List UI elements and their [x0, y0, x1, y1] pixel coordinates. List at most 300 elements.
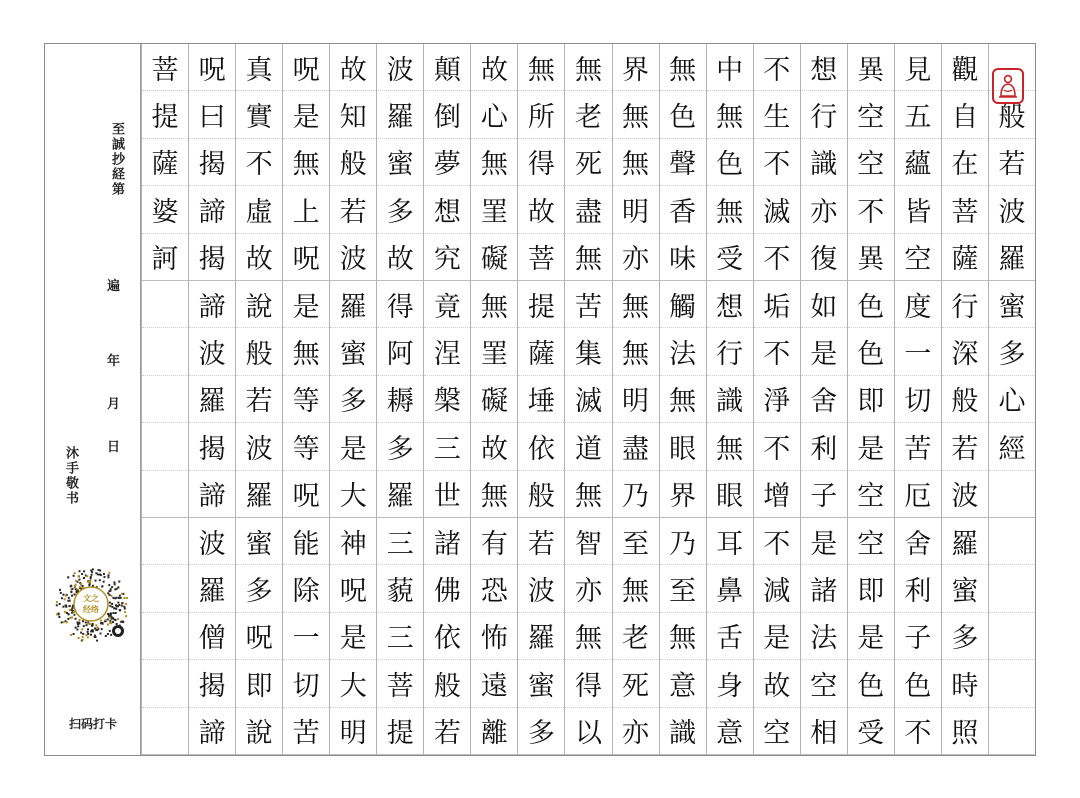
grid-cell: 羅	[189, 565, 235, 612]
grid-cell: 苦	[565, 281, 611, 328]
grid-cell	[142, 281, 188, 328]
grid-cell: 空	[848, 91, 894, 138]
grid-cell: 即	[848, 565, 894, 612]
grid-cell: 無	[660, 613, 706, 660]
grid-cell: 厄	[895, 471, 941, 518]
grid-cell: 無	[613, 139, 659, 186]
grid-cell: 涅	[424, 328, 470, 375]
grid-cell: 般	[989, 91, 1035, 138]
grid-cell: 羅	[518, 613, 564, 660]
grid-cell: 般	[424, 660, 470, 707]
character-grid	[141, 44, 1035, 755]
grid-column	[282, 44, 329, 755]
grid-cell: 以	[565, 708, 611, 755]
grid-column	[800, 44, 847, 755]
grid-cell: 不	[754, 328, 800, 375]
grid-cell: 舍	[801, 376, 847, 423]
grid-cell: 空	[895, 234, 941, 281]
grid-column	[753, 44, 800, 755]
grid-cell: 無	[613, 328, 659, 375]
grid-cell: 多	[942, 613, 988, 660]
grid-cell: 不	[754, 423, 800, 470]
grid-cell: 無	[707, 423, 753, 470]
grid-cell: 遠	[471, 660, 517, 707]
grid-cell: 身	[707, 660, 753, 707]
grid-cell: 若	[989, 139, 1035, 186]
grid-cell: 菩	[518, 234, 564, 281]
grid-cell: 苦	[283, 708, 329, 755]
grid-cell: 罣	[471, 328, 517, 375]
sidebar	[45, 44, 141, 755]
grid-cell: 有	[471, 518, 517, 565]
grid-cell: 不	[754, 518, 800, 565]
grid-cell: 眼	[707, 471, 753, 518]
grid-cell: 若	[942, 423, 988, 470]
grid-cell: 觸	[660, 281, 706, 328]
grid-cell: 乃	[613, 471, 659, 518]
grid-cell: 實	[236, 91, 282, 138]
grid-cell: 蘊	[895, 139, 941, 186]
qr-code-icon[interactable]	[53, 566, 129, 642]
grid-cell: 滅	[754, 186, 800, 233]
grid-cell: 神	[330, 518, 376, 565]
grid-cell: 不	[754, 139, 800, 186]
grid-cell: 婆	[142, 186, 188, 233]
grid-cell: 切	[895, 376, 941, 423]
grid-cell: 界	[660, 471, 706, 518]
grid-column	[517, 44, 564, 755]
grid-cell: 諦	[189, 708, 235, 755]
grid-cell: 阿	[377, 328, 423, 375]
grid-cell: 波	[330, 234, 376, 281]
grid-cell: 色	[660, 91, 706, 138]
grid-cell: 埵	[518, 376, 564, 423]
grid-cell: 異	[848, 234, 894, 281]
grid-cell: 故	[754, 660, 800, 707]
grid-cell	[142, 423, 188, 470]
grid-cell: 集	[565, 328, 611, 375]
grid-cell: 無	[283, 328, 329, 375]
grid-cell: 識	[660, 708, 706, 755]
grid-cell: 呪	[283, 471, 329, 518]
grid-cell: 故	[236, 234, 282, 281]
grid-cell: 羅	[330, 281, 376, 328]
grid-cell: 諸	[801, 565, 847, 612]
grid-cell: 即	[236, 660, 282, 707]
grid-cell: 心	[989, 376, 1035, 423]
grid-cell: 除	[283, 565, 329, 612]
grid-cell: 多	[377, 186, 423, 233]
grid-cell: 不	[848, 186, 894, 233]
grid-cell: 老	[613, 613, 659, 660]
grid-cell: 波	[236, 423, 282, 470]
grid-cell: 等	[283, 376, 329, 423]
grid-cell: 大	[330, 471, 376, 518]
grid-cell: 亦	[613, 234, 659, 281]
grid-cell: 得	[377, 281, 423, 328]
grid-cell: 舍	[895, 518, 941, 565]
grid-cell: 羅	[989, 234, 1035, 281]
grid-cell: 行	[801, 91, 847, 138]
grid-cell: 薩	[942, 234, 988, 281]
grid-cell: 波	[189, 328, 235, 375]
grid-cell: 提	[142, 91, 188, 138]
grid-column	[659, 44, 706, 755]
grid-cell: 色	[848, 281, 894, 328]
grid-cell: 空	[848, 139, 894, 186]
grid-column	[988, 44, 1035, 755]
grid-cell: 照	[942, 708, 988, 755]
grid-cell: 菩	[377, 660, 423, 707]
copybook-sheet	[44, 43, 1036, 756]
grid-cell: 界	[613, 44, 659, 91]
grid-cell: 般	[330, 139, 376, 186]
grid-cell: 揭	[189, 660, 235, 707]
grid-cell: 提	[518, 281, 564, 328]
grid-cell: 垢	[754, 281, 800, 328]
grid-cell: 香	[660, 186, 706, 233]
grid-cell: 倒	[424, 91, 470, 138]
grid-cell: 滅	[565, 376, 611, 423]
grid-cell: 訶	[142, 234, 188, 281]
grid-cell: 意	[707, 708, 753, 755]
scan-label: 扫码打卡	[68, 717, 117, 731]
grid-column	[612, 44, 659, 755]
grid-cell	[989, 565, 1035, 612]
grid-column	[894, 44, 941, 755]
grid-cell: 上	[283, 186, 329, 233]
grid-cell: 觀	[942, 44, 988, 91]
grid-cell: 波	[989, 186, 1035, 233]
grid-cell: 色	[848, 328, 894, 375]
grid-cell: 識	[801, 139, 847, 186]
sidebar-title: 至誠抄経第	[109, 122, 124, 197]
grid-cell: 波	[518, 565, 564, 612]
grid-cell: 故	[330, 44, 376, 91]
grid-cell: 菩	[942, 186, 988, 233]
grid-cell: 夢	[424, 139, 470, 186]
grid-cell: 若	[236, 376, 282, 423]
grid-cell: 藐	[377, 565, 423, 612]
grid-cell: 深	[942, 328, 988, 375]
grid-cell: 無	[565, 234, 611, 281]
grid-cell: 盡	[613, 423, 659, 470]
grid-cell: 老	[565, 91, 611, 138]
grid-cell: 不	[895, 708, 941, 755]
grid-cell: 礙	[471, 234, 517, 281]
grid-cell: 想	[424, 186, 470, 233]
grid-cell: 相	[801, 708, 847, 755]
grid-cell: 揭	[189, 234, 235, 281]
grid-cell: 色	[848, 660, 894, 707]
grid-cell	[989, 660, 1035, 707]
grid-cell: 增	[754, 471, 800, 518]
grid-cell: 呪	[189, 44, 235, 91]
grid-cell: 多	[330, 376, 376, 423]
grid-cell: 故	[518, 186, 564, 233]
grid-cell	[142, 708, 188, 755]
grid-cell: 法	[660, 328, 706, 375]
grid-cell: 多	[518, 708, 564, 755]
grid-cell: 恐	[471, 565, 517, 612]
grid-cell: 世	[424, 471, 470, 518]
grid-cell: 呪	[330, 565, 376, 612]
grid-cell: 曰	[189, 91, 235, 138]
grid-cell	[142, 376, 188, 423]
grid-cell: 死	[613, 660, 659, 707]
grid-cell: 空	[848, 518, 894, 565]
grid-cell: 復	[801, 234, 847, 281]
grid-cell: 諦	[189, 186, 235, 233]
grid-cell: 行	[942, 281, 988, 328]
grid-cell: 色	[895, 660, 941, 707]
grid-cell: 羅	[377, 91, 423, 138]
grid-cell: 心	[471, 91, 517, 138]
qr-brand-line1: 文之	[83, 594, 99, 603]
grid-cell: 皆	[895, 186, 941, 233]
grid-cell: 故	[471, 44, 517, 91]
grid-column	[235, 44, 282, 755]
grid-cell: 呪	[283, 234, 329, 281]
grid-cell: 意	[660, 660, 706, 707]
grid-cell: 不	[754, 234, 800, 281]
grid-cell: 空	[848, 471, 894, 518]
grid-cell: 無	[613, 91, 659, 138]
grid-column	[423, 44, 470, 755]
grid-cell: 是	[754, 613, 800, 660]
grid-cell: 怖	[471, 613, 517, 660]
grid-column	[706, 44, 753, 755]
grid-cell: 諦	[189, 281, 235, 328]
grid-cell: 空	[801, 660, 847, 707]
grid-cell: 死	[565, 139, 611, 186]
grid-cell: 鼻	[707, 565, 753, 612]
grid-cell: 呪	[283, 44, 329, 91]
grid-cell: 諦	[189, 471, 235, 518]
grid-cell	[989, 471, 1035, 518]
grid-cell: 道	[565, 423, 611, 470]
grid-cell: 中	[707, 44, 753, 91]
grid-cell: 礙	[471, 376, 517, 423]
grid-cell: 無	[565, 471, 611, 518]
grid-cell	[989, 708, 1035, 755]
grid-cell: 無	[613, 565, 659, 612]
grid-cell: 無	[613, 281, 659, 328]
grid-cell: 五	[895, 91, 941, 138]
grid-cell	[142, 518, 188, 565]
grid-cell: 虛	[236, 186, 282, 233]
grid-cell: 波	[942, 471, 988, 518]
grid-cell: 一	[283, 613, 329, 660]
grid-column	[141, 44, 188, 755]
grid-cell: 色	[707, 139, 753, 186]
grid-cell	[142, 328, 188, 375]
grid-cell: 顛	[424, 44, 470, 91]
grid-column	[329, 44, 376, 755]
grid-cell: 是	[801, 328, 847, 375]
grid-cell: 利	[895, 565, 941, 612]
grid-cell: 經	[989, 423, 1035, 470]
grid-cell: 多	[236, 565, 282, 612]
grid-cell: 無	[707, 91, 753, 138]
grid-cell: 大	[330, 660, 376, 707]
grid-cell: 自	[942, 91, 988, 138]
grid-cell: 等	[283, 423, 329, 470]
grid-cell: 羅	[236, 471, 282, 518]
grid-cell: 在	[942, 139, 988, 186]
grid-cell: 一	[895, 328, 941, 375]
grid-cell: 是	[801, 518, 847, 565]
grid-cell: 無	[471, 281, 517, 328]
month-label: 月	[107, 397, 121, 412]
grid-cell: 空	[754, 708, 800, 755]
grid-cell: 是	[283, 91, 329, 138]
grid-cell	[989, 518, 1035, 565]
grid-cell: 耨	[377, 376, 423, 423]
grid-cell: 揭	[189, 423, 235, 470]
count-unit: 遍	[107, 279, 121, 294]
grid-cell: 想	[801, 44, 847, 91]
grid-column	[941, 44, 988, 755]
grid-cell: 無	[471, 139, 517, 186]
grid-cell: 無	[660, 376, 706, 423]
grid-cell: 如	[801, 281, 847, 328]
grid-cell: 究	[424, 234, 470, 281]
grid-cell: 減	[754, 565, 800, 612]
grid-cell: 智	[565, 518, 611, 565]
grid-column	[188, 44, 235, 755]
qr-brand-line2: 经络	[83, 605, 99, 614]
grid-cell: 舌	[707, 613, 753, 660]
grid-cell: 若	[330, 186, 376, 233]
grid-cell: 無	[707, 186, 753, 233]
grid-cell: 若	[424, 708, 470, 755]
grid-cell: 羅	[377, 471, 423, 518]
grid-cell: 是	[330, 613, 376, 660]
grid-cell: 耳	[707, 518, 753, 565]
grid-cell: 識	[707, 376, 753, 423]
grid-cell: 薩	[142, 139, 188, 186]
grid-cell	[142, 471, 188, 518]
grid-cell: 味	[660, 234, 706, 281]
grid-cell: 苦	[895, 423, 941, 470]
grid-cell: 是	[848, 613, 894, 660]
grid-cell: 是	[330, 423, 376, 470]
grid-cell: 淨	[754, 376, 800, 423]
grid-cell: 蜜	[377, 139, 423, 186]
grid-cell: 羅	[942, 518, 988, 565]
grid-cell: 法	[801, 613, 847, 660]
grid-cell: 多	[377, 423, 423, 470]
grid-cell: 無	[565, 613, 611, 660]
grid-cell: 故	[471, 423, 517, 470]
grid-cell: 行	[707, 328, 753, 375]
grid-cell: 至	[613, 518, 659, 565]
grid-cell: 乃	[660, 518, 706, 565]
grid-cell: 波	[189, 518, 235, 565]
grid-cell: 離	[471, 708, 517, 755]
grid-column	[847, 44, 894, 755]
grid-cell: 明	[613, 186, 659, 233]
grid-cell: 得	[518, 139, 564, 186]
grid-cell: 時	[942, 660, 988, 707]
grid-cell: 明	[330, 708, 376, 755]
grid-cell: 聲	[660, 139, 706, 186]
grid-cell: 是	[848, 423, 894, 470]
grid-cell: 至	[660, 565, 706, 612]
grid-cell: 受	[707, 234, 753, 281]
grid-cell: 是	[283, 281, 329, 328]
grid-cell: 羅	[189, 376, 235, 423]
grid-column	[564, 44, 611, 755]
grid-cell: 菩	[142, 44, 188, 91]
grid-cell: 槃	[424, 376, 470, 423]
grid-cell: 無	[565, 44, 611, 91]
year-label: 年	[107, 354, 121, 369]
grid-cell: 故	[377, 234, 423, 281]
grid-cell: 不	[236, 139, 282, 186]
grid-cell: 眼	[660, 423, 706, 470]
grid-cell: 無	[471, 471, 517, 518]
grid-column	[376, 44, 423, 755]
grid-cell: 異	[848, 44, 894, 91]
grid-cell: 無	[518, 44, 564, 91]
grid-cell: 亦	[613, 708, 659, 755]
grid-cell: 即	[848, 376, 894, 423]
grid-column	[470, 44, 517, 755]
day-label: 日	[107, 440, 121, 455]
grid-cell: 蜜	[518, 660, 564, 707]
grid-cell: 三	[377, 518, 423, 565]
signature-text: 沐手敬书	[63, 446, 78, 506]
grid-cell: 揭	[189, 139, 235, 186]
grid-cell: 子	[895, 613, 941, 660]
grid-cell: 受	[848, 708, 894, 755]
grid-cell: 罣	[471, 186, 517, 233]
grid-cell	[142, 613, 188, 660]
grid-cell: 生	[754, 91, 800, 138]
grid-cell: 能	[283, 518, 329, 565]
grid-cell: 竟	[424, 281, 470, 328]
grid-cell: 薩	[518, 328, 564, 375]
grid-cell: 僧	[189, 613, 235, 660]
grid-cell: 說	[236, 281, 282, 328]
grid-cell: 依	[424, 613, 470, 660]
buddha-seal-icon	[992, 68, 1024, 104]
grid-cell: 子	[801, 471, 847, 518]
grid-cell: 三	[377, 613, 423, 660]
grid-cell: 蜜	[330, 328, 376, 375]
grid-cell: 蜜	[942, 565, 988, 612]
grid-cell: 亦	[801, 186, 847, 233]
grid-cell: 若	[518, 518, 564, 565]
grid-cell	[142, 565, 188, 612]
grid-cell: 盡	[565, 186, 611, 233]
grid-cell: 見	[895, 44, 941, 91]
grid-cell: 諸	[424, 518, 470, 565]
grid-cell: 提	[377, 708, 423, 755]
grid-cell: 說	[236, 708, 282, 755]
grid-cell	[142, 660, 188, 707]
grid-cell: 波	[377, 44, 423, 91]
grid-cell: 不	[754, 44, 800, 91]
grid-cell: 蜜	[989, 281, 1035, 328]
grid-cell: 依	[518, 423, 564, 470]
grid-cell: 所	[518, 91, 564, 138]
grid-cell: 明	[613, 376, 659, 423]
grid-cell: 利	[801, 423, 847, 470]
grid-cell: 無	[283, 139, 329, 186]
